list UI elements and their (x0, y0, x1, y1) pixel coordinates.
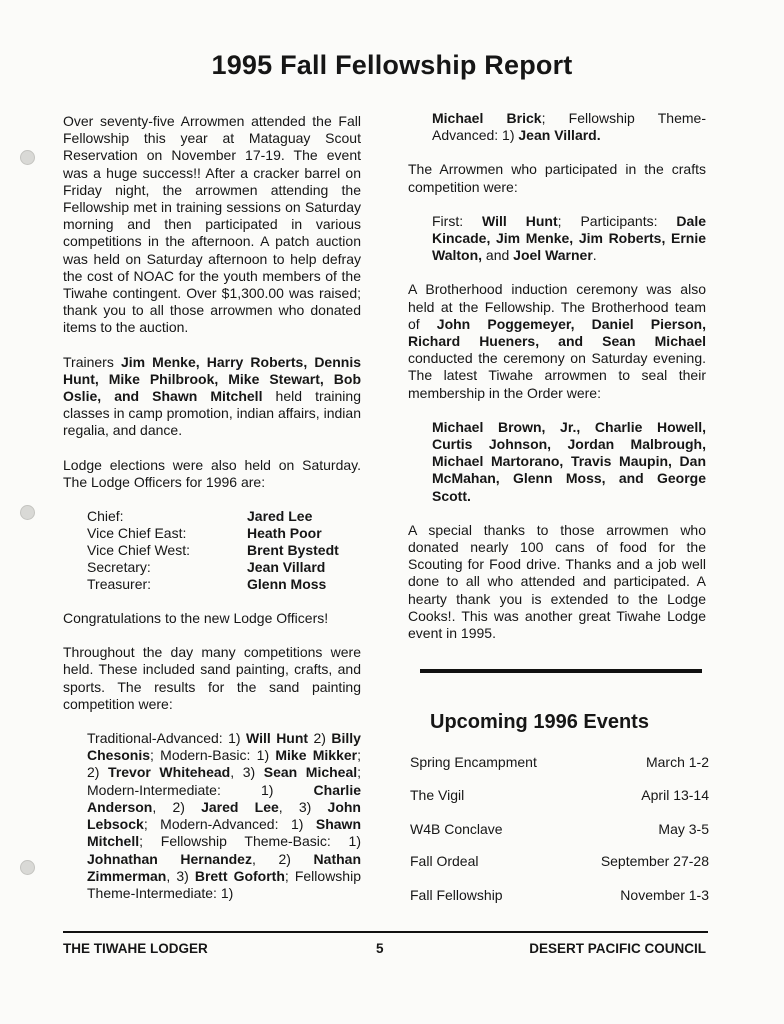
event-row: W4B Conclave May 3-5 (410, 821, 709, 837)
thanks-paragraph: A special thanks to those arrowmen who donated nearly 100 cans of food for the Scouting for Food drive. Thanks and a job well done to all who attended and participated. A hearty thank you is extended to the Lodge Cooks!. This was another great Tiwahe Lodge event in 1995. (408, 521, 706, 642)
left-column (63, 113, 361, 902)
punch-hole (20, 505, 35, 520)
sand-painting-results-continued: Michael Brick; Fellowship Theme-Advanced: 1) Jean Villard. (432, 110, 706, 144)
events-heading: Upcoming 1996 Events (430, 711, 649, 733)
officer-row: Chief: Jared Lee (87, 508, 313, 525)
event-row: Spring Encampment March 1-2 (410, 754, 709, 770)
officer-row: Secretary: Jean Villard (87, 559, 326, 576)
section-divider (420, 669, 702, 673)
punch-hole (20, 860, 35, 875)
crafts-results: First: Will Hunt; Participants: Dale Kincade, Jim Menke, Jim Roberts, Ernie Walton, and Joel Warner. (432, 212, 706, 264)
footer-divider (63, 931, 708, 933)
officer-row: Treasurer: Glenn Moss (87, 576, 327, 593)
officer-row: Vice Chief West: Brent Bystedt (87, 542, 339, 559)
publication-name: THE TIWAHE LODGER (63, 941, 208, 956)
brotherhood-paragraph: A Brotherhood induction ceremony was also held at the Fellowship. The Brotherhood team of John Poggemeyer, Daniel Pierson, Richard Hueners, and Sean Michael conducted the ceremony on Saturday evening. The latest Tiwahe arrowmen to seal their membership in the Order were: (408, 281, 706, 401)
new-members-list: Michael Brown, Jr., Charlie Howell, Curtis Johnson, Jordan Malbrough, Michael Martorano, Travis Maupin, Dan McMahan, Glenn Moss, and George Scott. (432, 418, 706, 504)
page-title: 1995 Fall Fellowship Report (211, 50, 573, 80)
sand-painting-results: Traditional-Advanced: 1) Will Hunt 2) Billy Chesonis; Modern-Basic: 1) Mike Mikker; 2) Trevor Whitehead, 3) Sean Micheal; Modern-Intermediate: 1) Charlie Anderson, 2) Jared Lee, 3) John Lebsock; Modern-Advanced: 1) Shawn Mitchell; Fellowship Theme-Basic: 1) Johnathan Hernandez, 2) Nathan Zimmerman, 3) Brett Goforth; Fellowship Theme-Intermediate: 1) (87, 730, 362, 901)
event-row: Fall Fellowship November 1-3 (410, 887, 709, 903)
page-number: 5 (376, 941, 384, 956)
right-column (408, 110, 706, 659)
elections-paragraph: Lodge elections were also held on Saturday. The Lodge Officers for 1996 are: (63, 456, 361, 490)
competitions-paragraph: Throughout the day many competitions were held. These included sand painting, crafts, and sports. The results for the sand painting competition were: (63, 644, 361, 712)
punch-hole (20, 150, 35, 165)
officer-row: Vice Chief East: Heath Poor (87, 525, 322, 542)
crafts-paragraph: The Arrowmen who participated in the crafts competition were: (408, 161, 706, 195)
council-name: DESERT PACIFIC COUNCIL (529, 941, 706, 956)
event-row: The Vigil April 13-14 (410, 787, 709, 803)
event-row: Fall Ordeal September 27-28 (410, 853, 709, 869)
trainers-paragraph: Trainers Jim Menke, Harry Roberts, Dennis Hunt, Mike Philbrook, Mike Stewart, Bob Oslie, and Shawn Mitchell held training classes in camp promotion, indian affairs, indian regalia, and dance. (63, 353, 361, 439)
congratulations-paragraph: Congratulations to the new Lodge Officers! (63, 610, 329, 627)
intro-paragraph: Over seventy-five Arrowmen attended the Fall Fellowship this year at Mataguay Scout Reservation on November 17-19. The event was a huge success!! After a cracker barrel on Friday night, the arrowmen attending the Fellowship met in training sessions on Saturday morning and then participated in various competitions in the afternoon. A patch auction was held on Saturday afternoon to help defray the cost of NOAC for the youth members of the Tiwahe contingent. Over $1,300.00 was raised; thank you to all those arrowmen who donated items to the auction. (63, 113, 361, 336)
officers-list (87, 508, 361, 593)
